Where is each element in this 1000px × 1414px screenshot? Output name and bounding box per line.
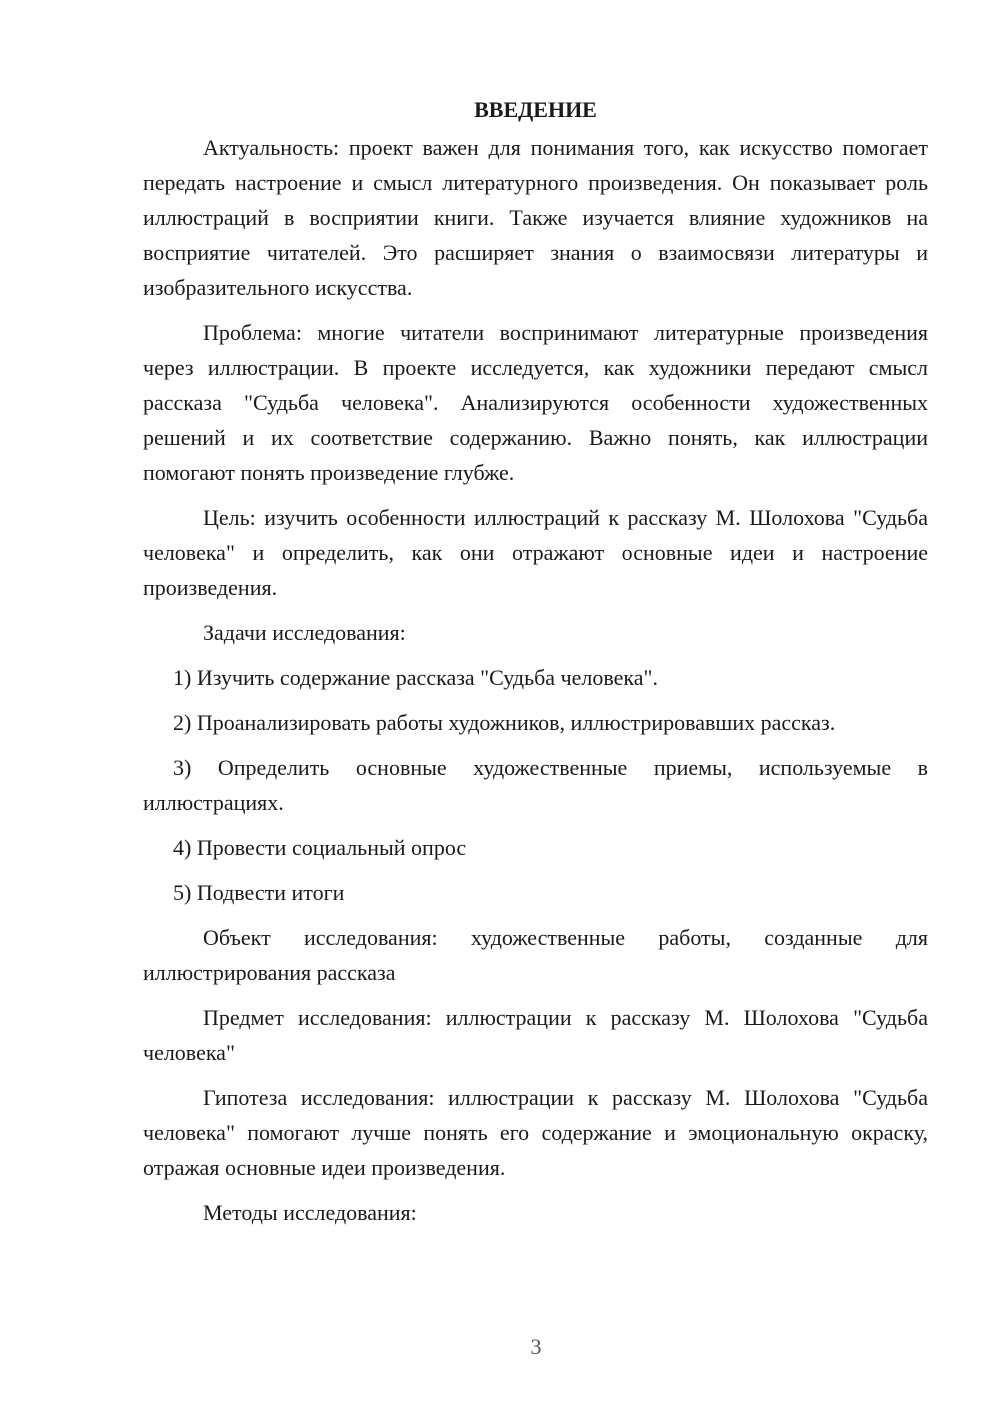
- page-content: [143, 92, 928, 1240]
- hypothesis-paragraph: Гипотеза исследования: иллюстрации к рассказу М. Шолохова "Судьба человека" помогают лучше понять его содержание и эмоциональную окраску, отражая основные идеи произведения.: [143, 1085, 928, 1180]
- object-paragraph: Объект исследования: художественные работы, созданные для иллюстрирования рассказа: [143, 925, 928, 985]
- task-item: 4) Провести социальный опрос: [173, 835, 467, 860]
- goal-paragraph: Цель: изучить особенности иллюстраций к рассказу М. Шолохова "Судьба человека" и определить, как они отражают основные идеи и настроение произведения.: [143, 505, 928, 600]
- task-item: 1) Изучить содержание рассказа "Судьба человека".: [173, 665, 658, 690]
- tasks-title: Задачи исследования:: [203, 620, 406, 645]
- methods-title: Методы исследования:: [203, 1200, 417, 1225]
- task-item: 5) Подвести итоги: [173, 880, 345, 905]
- subject-paragraph: Предмет исследования: иллюстрации к рассказу М. Шолохова "Судьба человека": [143, 1005, 928, 1065]
- section-heading: ВВЕДЕНИЕ: [474, 97, 597, 122]
- problem-paragraph: Проблема: многие читатели воспринимают литературные произведения через иллюстрации. В проекте исследуется, как художники передают смысл рассказа "Судьба человека". Анализируются особенности художественных решений и их соответствие содержанию. Важно понять, как иллюстрации помогают понять произведение глубже.: [143, 320, 928, 485]
- task-item: 3) Определить основные художественные приемы, используемые в иллюстрациях.: [143, 755, 928, 815]
- task-item: 2) Проанализировать работы художников, иллюстрировавших рассказ.: [173, 710, 836, 735]
- page-number: 3: [530, 1334, 542, 1359]
- relevance-paragraph: Актуальность: проект важен для понимания того, как искусство помогает передать настроение и смысл литературного произведения. Он показывает роль иллюстраций в восприятии книги. Также изучается влияние художников на восприятие читателей. Это расширяет знания о взаимосвязи литературы и изобразительного искусства.: [143, 135, 928, 300]
